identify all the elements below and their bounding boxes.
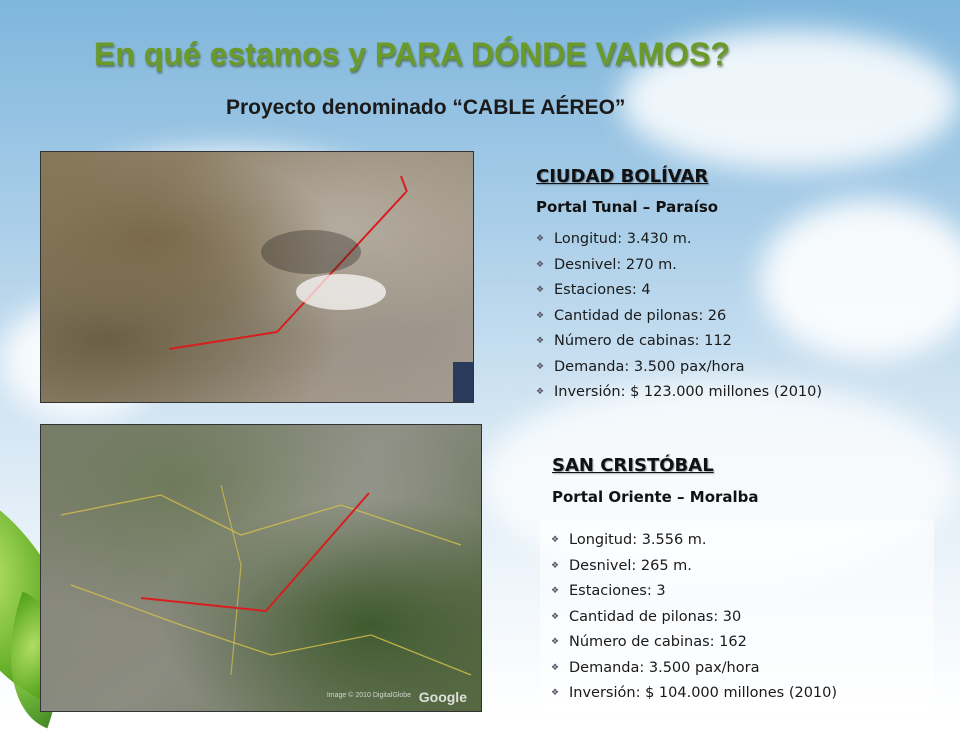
satellite-map-ciudad-bolivar [40,151,474,403]
list-item: ❖ Inversión: $ 104.000 millones (2010) [551,681,837,707]
list-item: ❖ Cantidad de pilonas: 26 [536,304,822,330]
route-overlay [41,425,481,711]
diamond-bullet-icon: ❖ [536,361,545,372]
road-line [71,585,471,675]
project-details-ciudad-bolivar [536,227,822,406]
list-item: ❖ Longitud: 3.430 m. [536,227,822,253]
list-item: ❖ Número de cabinas: 162 [551,630,837,656]
slide-subtitle: Proyecto denominado “CABLE AÉREO” [226,96,626,119]
water-area [453,362,473,402]
diamond-bullet-icon: ❖ [551,535,560,545]
diamond-bullet-icon: ❖ [551,586,560,596]
project-route-san-cristobal: Portal Oriente – Moralba [552,488,759,506]
route-overlay [41,152,473,402]
list-item: ❖ Longitud: 3.556 m. [551,528,837,554]
road-line [61,495,461,545]
list-item: ❖ Cantidad de pilonas: 30 [551,605,837,631]
list-item: ❖ Estaciones: 4 [536,278,822,304]
diamond-bullet-icon: ❖ [536,310,545,321]
satellite-map-san-cristobal [40,424,482,712]
diamond-bullet-icon: ❖ [536,285,545,295]
project-title-ciudad-bolivar: CIUDAD BOLÍVAR [536,166,709,187]
diamond-bullet-icon: ❖ [536,336,545,346]
diamond-bullet-icon: ❖ [536,234,545,244]
list-item: ❖ Demanda: 3.500 pax/hora [551,656,837,682]
list-item: ❖ Desnivel: 265 m. [551,554,837,580]
slide-title: En qué estamos y PARA DÓNDE VAMOS? [94,36,730,72]
list-item: ❖ Estaciones: 3 [551,579,837,605]
diamond-bullet-icon: ❖ [551,611,560,622]
diamond-bullet-icon: ❖ [551,662,560,673]
project-title-san-cristobal: SAN CRISTÓBAL [552,455,714,476]
diamond-bullet-icon: ❖ [536,259,545,270]
project-details-san-cristobal [551,528,837,707]
diamond-bullet-icon: ❖ [551,688,560,698]
project-route-ciudad-bolivar: Portal Tunal – Paraíso [536,198,719,216]
road-line [221,485,241,675]
diamond-bullet-icon: ❖ [551,637,560,647]
cable-route-line [141,493,369,611]
list-item: ❖ Demanda: 3.500 pax/hora [536,355,822,381]
diamond-bullet-icon: ❖ [551,560,560,571]
list-item: ❖ Inversión: $ 123.000 millones (2010) [536,380,822,406]
diamond-bullet-icon: ❖ [536,387,545,397]
list-item: ❖ Número de cabinas: 112 [536,329,822,355]
list-item: ❖ Desnivel: 270 m. [536,253,822,279]
google-watermark: Google [418,689,467,705]
map-copyright: Image © 2010 DigitalGlobe [326,692,411,699]
